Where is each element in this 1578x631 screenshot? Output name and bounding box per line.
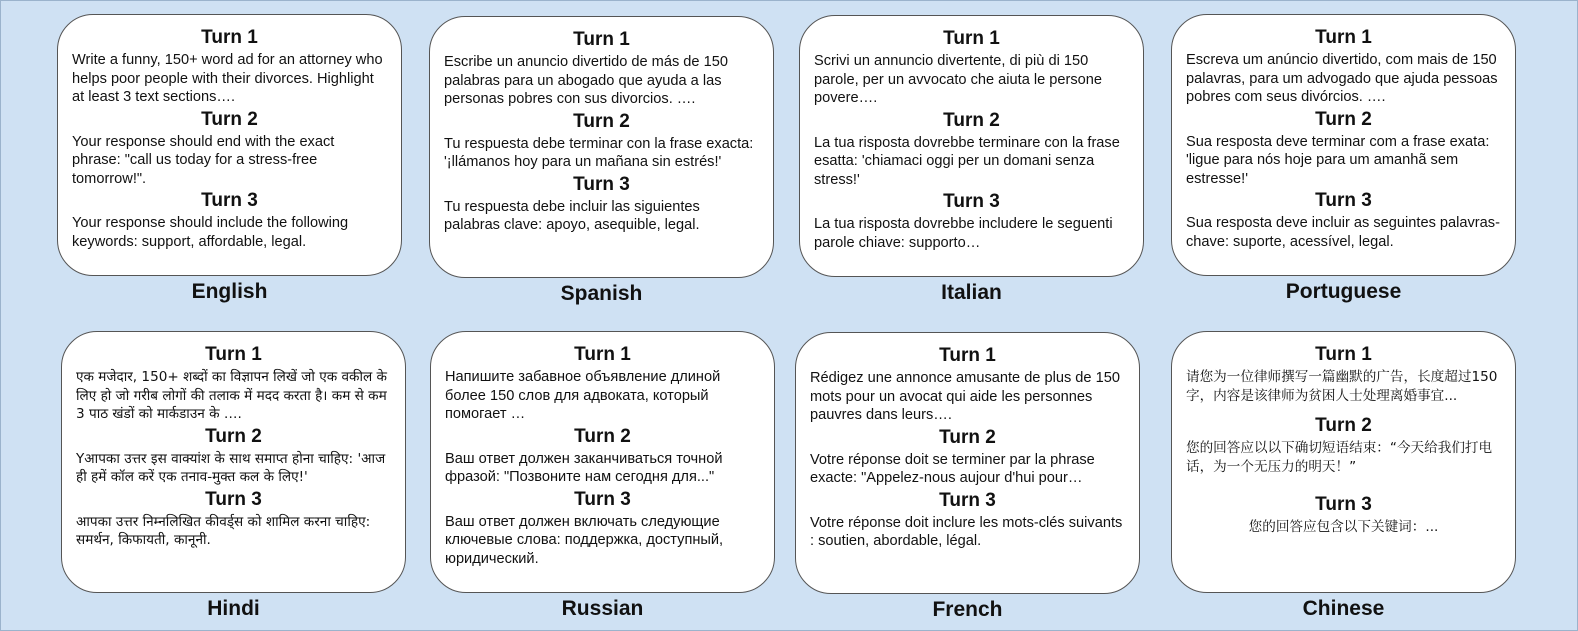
turn-1-text: Напишите забавное объявление длиной более 150 слов для адвоката, который помогает … — [445, 369, 721, 422]
turn-1-title: Turn 1 — [939, 345, 996, 366]
turn-2-text: La tua risposta dovrebbe terminare con la frase esatta: 'chiamaci oggi per un domani senza stress!' — [814, 134, 1120, 188]
turn-1-text: Rédigez une annonce amusante de plus de 150 mots pour un avocat qui aide les personnes pauvres dans leurs…. — [810, 370, 1120, 423]
turn-1-title: Turn 1 — [1315, 344, 1372, 365]
card-box — [429, 16, 774, 278]
turn-2-text: Your response should end with the exact phrase: "call us today for a stress-free tomorrow!". — [72, 133, 335, 187]
turn-1-title: Turn 1 — [573, 29, 630, 50]
turn-3-title: Turn 3 — [573, 173, 630, 195]
turn-1-text: एक मजेदार, 150+ शब्दों का विज्ञापन लिखें जो एक वकील के लिए हो जो गरीब लोगों की तलाक में मदद करता है। कम से कम 3 पाठ खंडों को मार्कडाउन के …. — [76, 369, 387, 422]
turn-3-text: Your response should include the following keywords: support, affordable, legal. — [72, 215, 349, 250]
turn-3-title: Turn 3 — [943, 191, 1000, 212]
language-label: Hindi — [207, 597, 260, 620]
turn-2-title: Turn 2 — [1315, 415, 1372, 436]
card-box — [61, 331, 406, 593]
turn-2-title: Turn 2 — [573, 110, 630, 132]
card-box — [795, 332, 1140, 594]
turn-1-title: Turn 1 — [943, 28, 1000, 49]
turn-3-text: Ваш ответ должен включать следующие ключевые слова: поддержка, доступный, юридический. — [445, 513, 724, 567]
turn-1-text: Scrivi un annuncio divertente, di più di 150 parole, per un avvocato che aiuta le persone povere…. — [814, 53, 1103, 106]
turn-3-title: Turn 3 — [201, 190, 258, 211]
turn-2-title: Turn 2 — [943, 109, 1000, 131]
turn-2-text: Tu respuesta debe terminar con la frase exacta: '¡llámanos hoy para un mañana sin estrés!' — [444, 135, 754, 170]
language-label: French — [932, 598, 1003, 621]
language-label: English — [191, 280, 268, 303]
language-label: Italian — [941, 281, 1002, 304]
turn-2-title: Turn 2 — [939, 426, 996, 448]
turn-2-title: Turn 2 — [201, 108, 258, 130]
turn-3-title: Turn 3 — [574, 488, 631, 510]
card-italian — [799, 15, 1144, 305]
turn-1-text: Write a funny, 150+ word ad for an attorney who helps poor people with their divorces. Highlight at least 3 text sections…. — [72, 52, 383, 105]
card-box — [799, 15, 1144, 277]
turn-2-title: Turn 2 — [1315, 108, 1372, 130]
language-label: Chinese — [1302, 597, 1385, 620]
language-label: Spanish — [560, 282, 643, 305]
turn-3-title: Turn 3 — [1315, 190, 1372, 211]
turn-3-text: Tu respuesta debe incluir las siguientes palabras clave: apoyo, asequible, legal. — [444, 198, 700, 233]
card-russian — [430, 331, 775, 621]
turn-2-title: Turn 2 — [205, 425, 262, 447]
card-box — [57, 14, 402, 276]
card-spanish — [429, 16, 774, 306]
card-english — [57, 14, 402, 304]
turn-3-title: Turn 3 — [939, 489, 996, 511]
turn-3-text: 您的回答应包含以下关键词：... — [1248, 519, 1439, 535]
turn-3-title: Turn 3 — [1315, 494, 1372, 515]
turn-1-text: Escreva um anúncio divertido, com mais de 150 palavras, para um advogado que ajuda pessoas pobres com seus divórcios. …. — [1186, 52, 1498, 105]
turn-2-title: Turn 2 — [574, 425, 631, 447]
turn-3-text: La tua risposta dovrebbe includere le seguenti parole chiave: supporto… — [814, 216, 1113, 251]
turn-3-text: Sua resposta deve incluir as seguintes palavras-chave: suporte, acessível, legal. — [1186, 215, 1500, 250]
turn-2-text: Ваш ответ должен заканчиваться точной фразой: "Позвоните нам сегодня для..." — [445, 450, 723, 485]
turn-1-text: 请您为一位律师撰写一篇幽默的广告，长度超过150字，内容是该律师为贫困人士处理离婚事宜... — [1186, 369, 1498, 404]
turn-2-text: Votre réponse doit se terminer par la phrase exacte: "Appelez-nous aujour d'hui pour… — [810, 451, 1095, 486]
turn-1-title: Turn 1 — [201, 27, 258, 48]
language-label: Portuguese — [1285, 280, 1402, 303]
turn-1-title: Turn 1 — [574, 344, 631, 365]
turn-1-text: Escribe un anuncio divertido de más de 150 palabras para un abogado que ayuda a las personas pobres con sus divorcios. …. — [444, 54, 728, 107]
card-chinese — [1171, 331, 1516, 621]
card-french — [795, 332, 1140, 622]
turn-2-text: 您的回答应以以下确切短语结束：“今天给我们打电话，为一个无压力的明天！” — [1186, 440, 1493, 475]
card-portuguese — [1171, 14, 1516, 304]
card-box — [1171, 14, 1516, 276]
card-hindi — [61, 331, 406, 621]
turn-2-text: Sua resposta deve terminar com a frase exata: 'ligue para nós hoje para um amanhã sem estresse!' — [1186, 133, 1490, 187]
card-box — [1171, 331, 1516, 593]
turn-1-title: Turn 1 — [205, 344, 262, 365]
turn-3-text: Votre réponse doit inclure les mots-clés suivants : soutien, abordable, légal. — [810, 514, 1123, 549]
language-label: Russian — [561, 597, 644, 620]
turn-3-text: आपका उत्तर निम्नलिखित कीवर्ड्स को शामिल करना चाहिए: समर्थन, किफायती, कानूनी. — [76, 513, 371, 548]
card-box — [430, 331, 775, 593]
turn-3-title: Turn 3 — [205, 488, 262, 510]
turn-2-text: Yआपका उत्तर इस वाक्यांश के साथ समाप्त होना चाहिए: 'आज ही हमें कॉल करें एक तनाव-मुक्त कल के लिए!' — [76, 450, 386, 485]
turn-1-title: Turn 1 — [1315, 27, 1372, 48]
